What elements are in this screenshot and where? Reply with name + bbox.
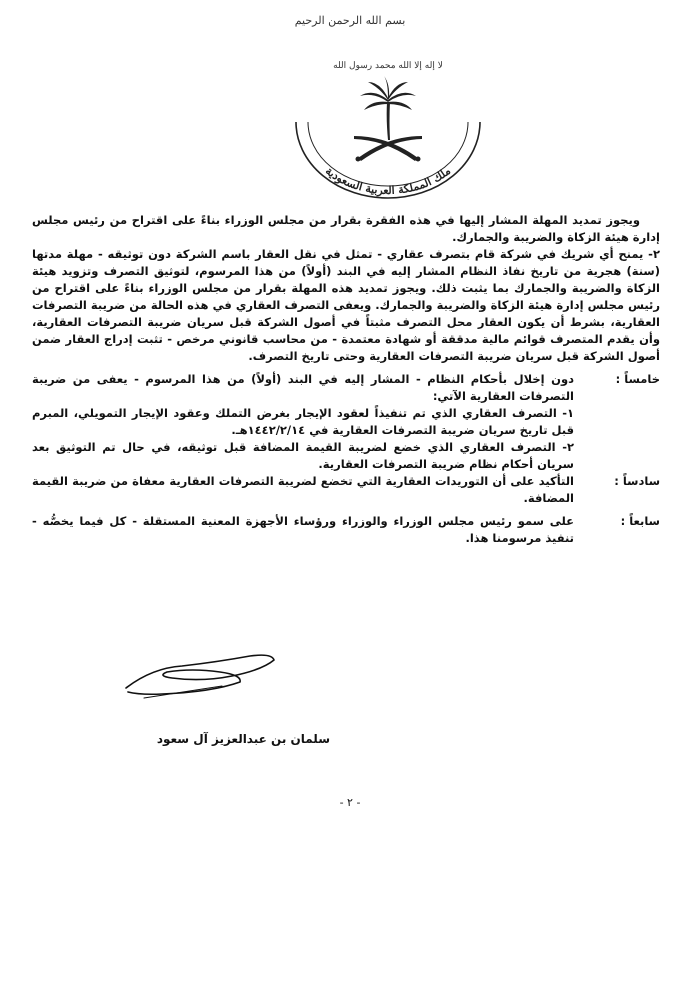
section-seventh: [32, 513, 660, 547]
section-label: سادساً :: [614, 474, 660, 488]
section-label: خامساً :: [615, 372, 660, 386]
svg-text:ملك المملكة العربية السعودية: [323, 164, 453, 197]
signer-name: سلمان بن عبدالعزيز آل سعود: [156, 732, 330, 746]
paragraph-item-2: [32, 246, 660, 365]
paragraph-text: يمنح أي شريك في شركة قام بتصرف عقاري - تمثل في نقل العقار باسم الشركة دون توثيقه - مهلة مدتها (سنة) هجرية من تاريخ نفاذ النظام المشار إليه في البند (أولاً) من هذا المرسوم، لتوثيق التصرف وتزويد هيئة الزكاة والضريبة والجمارك بما يثبت ذلك. ويجوز تمديد هذه المهلة بقرار من مجلس الوزراء بناءً على اقتراح من رئيس مجلس إدارة هيئة الزكاة والضريبة والجمارك. ويعفى التصرف العقاري في هذه الحالة من ضريبة التصرفات العقارية، بشرط أن يكون العقار محل التصرف مثبتاً في أصول الشركة قبل سريان ضريبة التصرفات العقارية، وأن يقدم المتصرف قوائم مالية مدققة أو شهادة معتمدة - من محاسب قانوني مرخص - تثبت إدراج العقار ضمن أصول الشركة قبل سريان ضريبة التصرفات العقارية وحتى تاريخ التصرف.: [32, 247, 660, 363]
section-text: التأكيد على أن التوريدات العقارية التي تخضع لضريبة التصرفات العقارية معفاة من ضريبة القيمة المضافة.: [32, 474, 574, 505]
basmala: بسم الله الرحمن الرحيم: [294, 14, 406, 27]
list-item: [32, 405, 574, 439]
list-item: [32, 439, 574, 473]
paragraph-text: ويجوز تمديد المهلة المشار إليها في هذه الفقرة بقرار من مجلس الوزراء بناءً على اقتراح من رئيس مجلس إدارة هيئة الزكاة والضريبة والجمارك.: [32, 213, 660, 244]
item-number: ٢-: [562, 440, 574, 454]
item-text: التصرف العقاري الذي تم تنفيذاً لعقود الإيجار بغرض التملك وعقود الإيجار التمويلي، المبرم قبل تاريخ سريان ضريبة التصرفات العقارية في ١٤٤٢/٢/١٤هـ.: [32, 406, 574, 437]
item-text: التصرف العقاري الذي خضع لضريبة القيمة المضافة قبل توثيقه، في حال تم التوثيق بعد سريان أحكام نظام ضريبة التصرفات العقارية.: [32, 440, 574, 471]
decree-body: [32, 212, 660, 547]
section-sixth: [32, 473, 660, 507]
item-number: ٢-: [648, 247, 660, 261]
emblem-arc-text: ملك المملكة العربية السعودية: [322, 164, 454, 198]
royal-signature: [122, 648, 277, 700]
section-text: على سمو رئيس مجلس الوزراء والوزراء ورؤساء الأجهزة المعنية المستقلة - كل فيما يخصُّه - تنفيذ مرسومنا هذا.: [32, 514, 574, 545]
section-fifth: [32, 371, 660, 473]
page-number: - ٢ -: [339, 796, 361, 809]
item-number: ١-: [562, 406, 574, 420]
saudi-emblem: [288, 40, 488, 200]
emblem-motto: لا إله إلا الله محمد رسول الله: [333, 61, 443, 71]
section-label: سابعاً :: [620, 514, 660, 528]
section-text: دون إخلال بأحكام النظام - المشار إليه في البند (أولاً) من هذا المرسوم - يعفى من ضريبة التصرفات العقارية الآتي:: [32, 372, 574, 403]
paragraph-continuation: [32, 212, 660, 246]
